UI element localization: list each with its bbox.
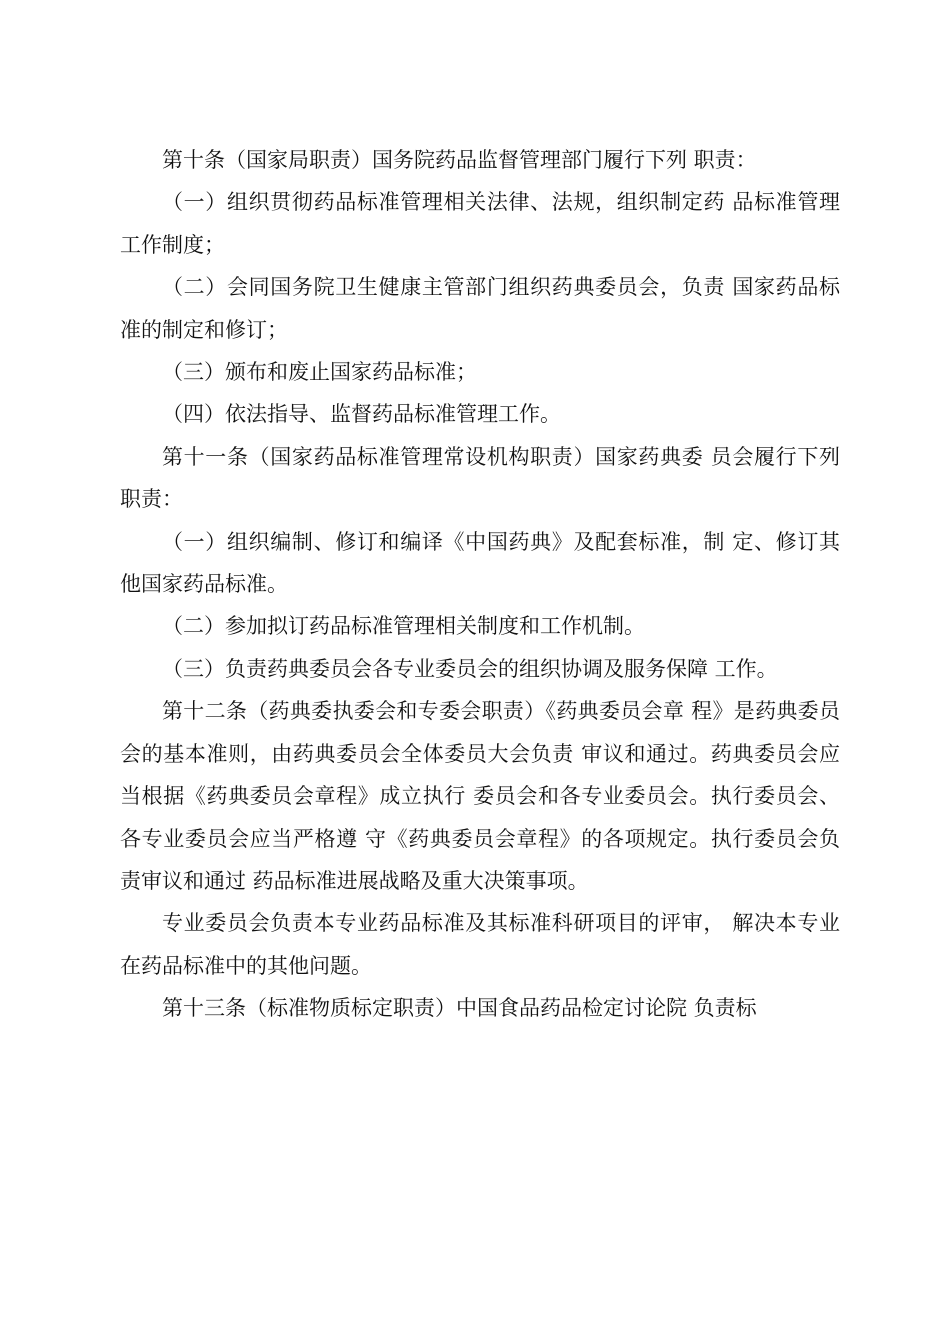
article-10-item-1: （一）组织贯彻药品标准管理相关法律、法规，组织制定药 品标准管理工作制度； — [120, 190, 840, 257]
article-10-heading: 第十条（国家局职责）国务院药品监督管理部门履行下列 职责： — [162, 148, 757, 172]
article-10-item-3: （三）颁布和废止国家药品标准； — [162, 360, 477, 385]
article-11-heading: 第十一条（国家药品标准管理常设机构职责）国家药典委 员会履行下列职责： — [120, 444, 840, 512]
document-body — [120, 139, 840, 1030]
article-11-item-3: （三）负责药典委员会各专业委员会的组织协调及服务保障 工作。 — [162, 656, 778, 681]
article-11-item-1: （一）组织编制、修订和编译《中国药典》及配套标准，制 定、修订其他国家药品标准。 — [120, 529, 840, 597]
article-12-paragraph-2: 专业委员会负责本专业药品标准及其标准科研项目的评审， 解决本专业在药品标准中的其他问题。 — [120, 911, 840, 978]
article-10-item-2: （二）会同国务院卫生健康主管部门组织药典委员会，负责 国家药品标准的制定和修订； — [120, 275, 840, 342]
article-11-item-2: （二）参加拟订药品标准管理相关制度和工作机制。 — [162, 614, 645, 639]
article-13-heading: 第十三条（标准物质标定职责）中国食品药品检定讨论院 负责标 — [162, 996, 757, 1021]
article-10-item-4: （四）依法指导、监督药品标准管理工作。 — [162, 402, 561, 427]
article-12-paragraph-1: 第十二条（药典委执委会和专委会职责）《药典委员会章 程》是药典委员会的基本准则，由药典委员会全体委员大会负责 审议和通过。药典委员会应当根据《药典委员会章程》成立执行 委员会和各专业委员会。执行委员会、各专业委员会应当严格遵 守《药典委员会章程》的各项规定。执行委员会负责审议和通过 药品标准进展战略及重大决策事项。 — [120, 699, 840, 893]
